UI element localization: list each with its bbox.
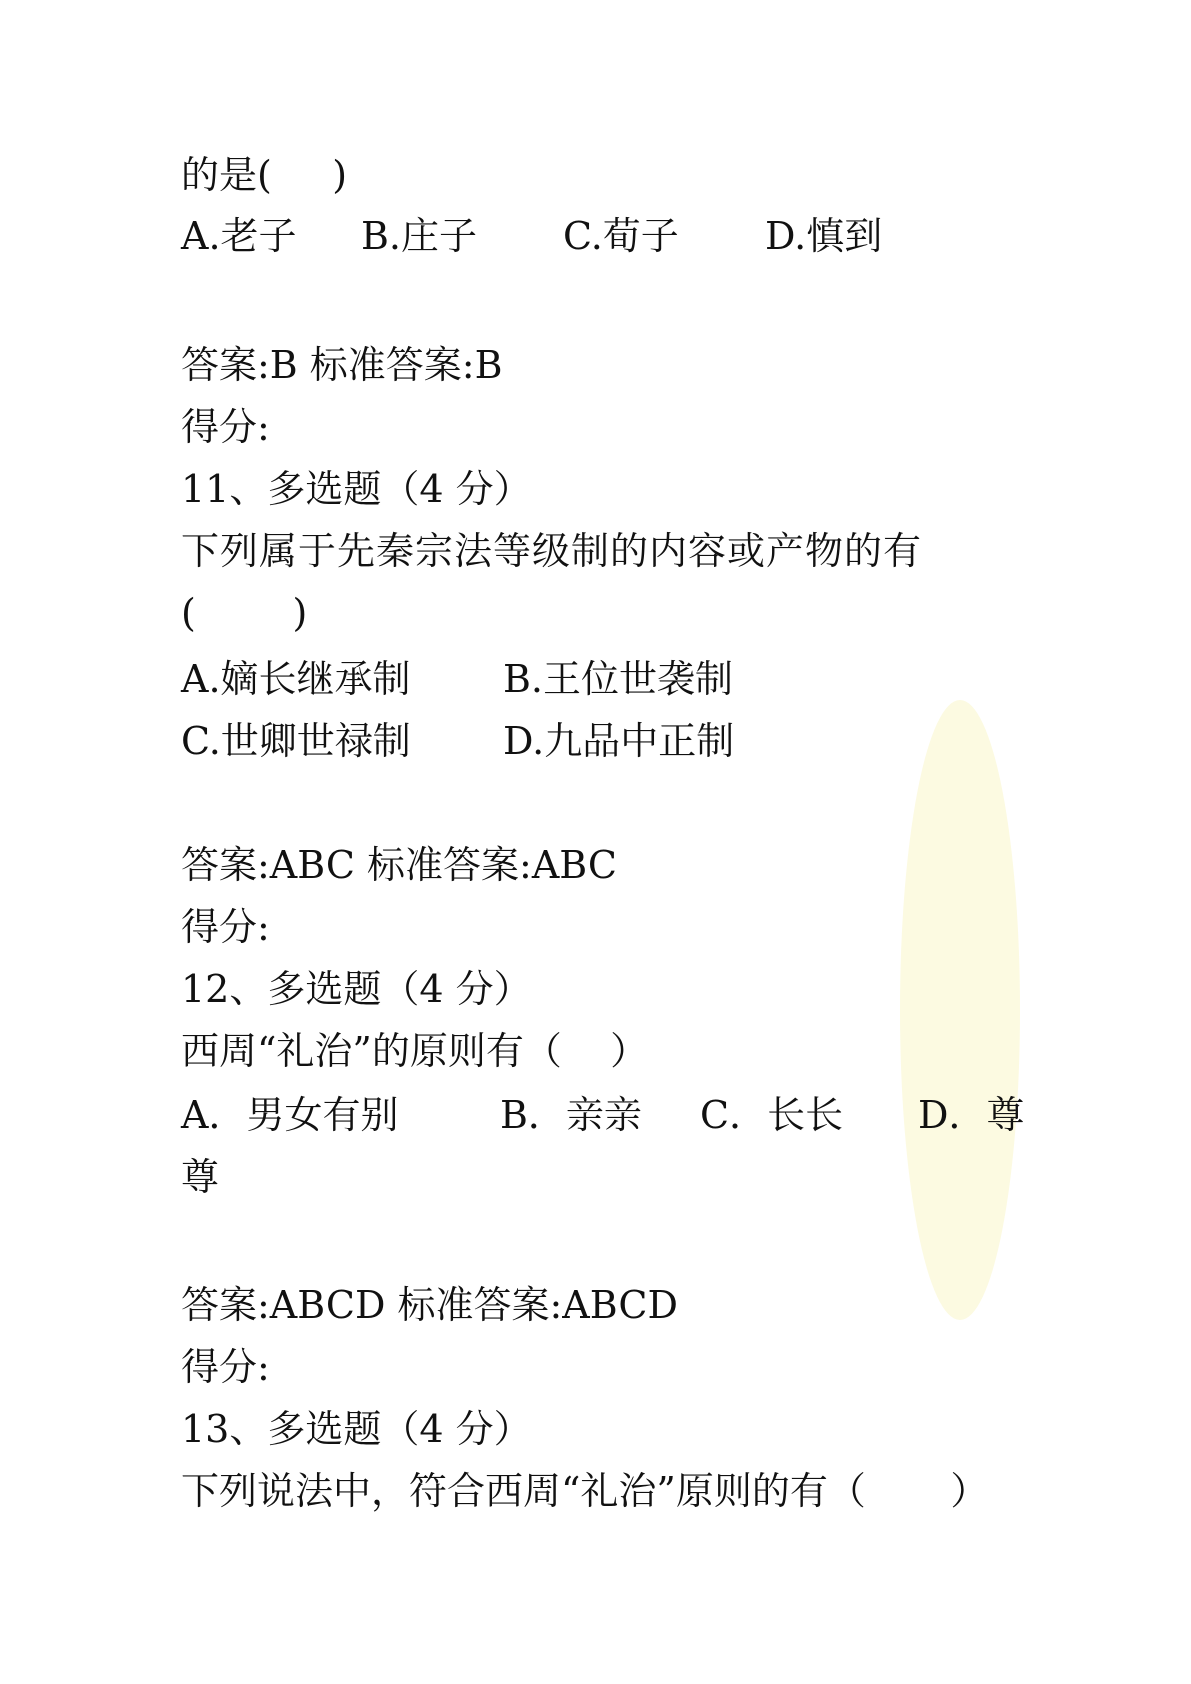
q10-option-a: A.老子 [181,214,297,258]
q12-option-b: B．亲亲 [500,1093,642,1137]
q13-header: 13、多选题（4 分） [181,1407,532,1451]
q10-option-d: D.慎到 [765,214,883,258]
q10-option-c: C.荀子 [563,214,679,258]
q10-stem-tail: 的是( ) [181,153,348,197]
q12-score-label: 得分: [181,1345,270,1389]
q11-header: 11、多选题（4 分） [181,467,532,511]
q12-option-d-wrap: 尊 [181,1155,220,1199]
q10-score-label: 得分: [181,405,270,449]
q12-answer-line: 答案:ABCD 标准答案:ABCD [181,1283,678,1327]
q13-stem: 下列说法中，符合西周“礼治”原则的有（ ） [181,1469,989,1513]
q11-option-b: B.王位世袭制 [503,657,734,701]
q12-option-c: C．长长 [700,1093,844,1137]
q11-option-c: C.世卿世禄制 [181,719,411,763]
q12-header: 12、多选题（4 分） [181,967,532,1011]
scan-tint [900,700,1020,1320]
q12-stem: 西周“礼治”的原则有（ ） [181,1029,649,1073]
q12-option-a: A．男女有别 [181,1093,399,1137]
q12-option-d: D．尊 [918,1093,1025,1137]
q11-stem-line2: ( ) [181,591,308,635]
q10-answer-line: 答案:B 标准答案:B [181,343,503,387]
q11-stem-line1: 下列属于先秦宗法等级制的内容或产物的有 [181,529,923,573]
q11-option-d: D.九品中正制 [503,719,735,763]
q11-answer-line: 答案:ABC 标准答案:ABC [181,843,617,887]
q11-score-label: 得分: [181,905,270,949]
q11-option-a: A.嫡长继承制 [181,657,411,701]
q10-option-b: B.庄子 [361,214,478,258]
